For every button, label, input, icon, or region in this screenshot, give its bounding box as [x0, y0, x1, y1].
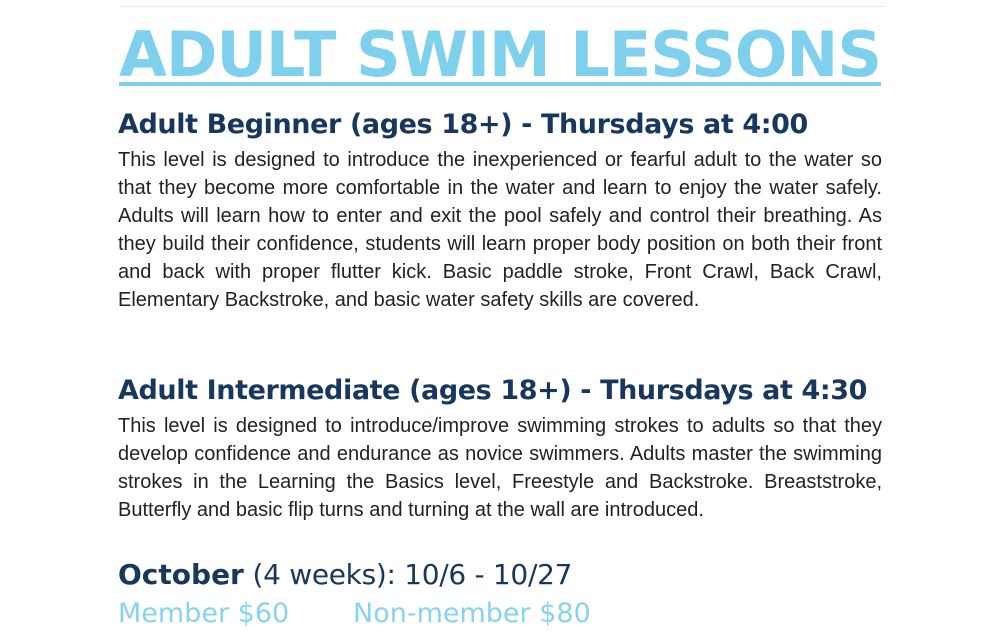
- section-heading-intermediate: Adult Intermediate (ages 18+) - Thursdays at 4:30: [118, 375, 868, 406]
- pricing-row: [118, 596, 591, 632]
- section-adult-intermediate: [118, 374, 882, 524]
- section-body-beginner: This level is designed to introduce the inexperienced or fearful adult to the water so that they become more comfortable in the water and learn to enjoy the water safely. Adults will learn how to enter and exit the pool safely and control their breathing. As they build their confidence, students will learn proper body position on both their front and back with proper flutter kick. Basic paddle stroke, Front Crawl, Back Crawl, Elementary Backstroke, and basic water safety skills are covered.: [118, 149, 882, 311]
- price-member: Member $60: [118, 598, 290, 629]
- session-detail: (4 weeks): 10/6 - 10/27: [243, 558, 573, 591]
- section-body-intermediate: This level is designed to introduce/improve swimming strokes to adults so that they develop confidence and endurance as novice swimmers. Adults master the swimming strokes in the Learning the Basics level, Freestyle and Backstroke. Breaststroke, Butterfly and basic flip turns and turning at the wall are introduced.: [118, 415, 882, 521]
- section-heading-beginner: Adult Beginner (ages 18+) - Thursdays at 4:00: [118, 109, 808, 140]
- section-adult-beginner: [118, 108, 882, 314]
- session-month: October: [118, 558, 244, 591]
- page-title: [0, 18, 1000, 92]
- price-non-member: Non-member $80: [353, 598, 591, 629]
- session-dates: [118, 556, 882, 594]
- page-title-text: ADULT SWIM LESSONS: [119, 18, 881, 91]
- top-divider: [120, 6, 884, 7]
